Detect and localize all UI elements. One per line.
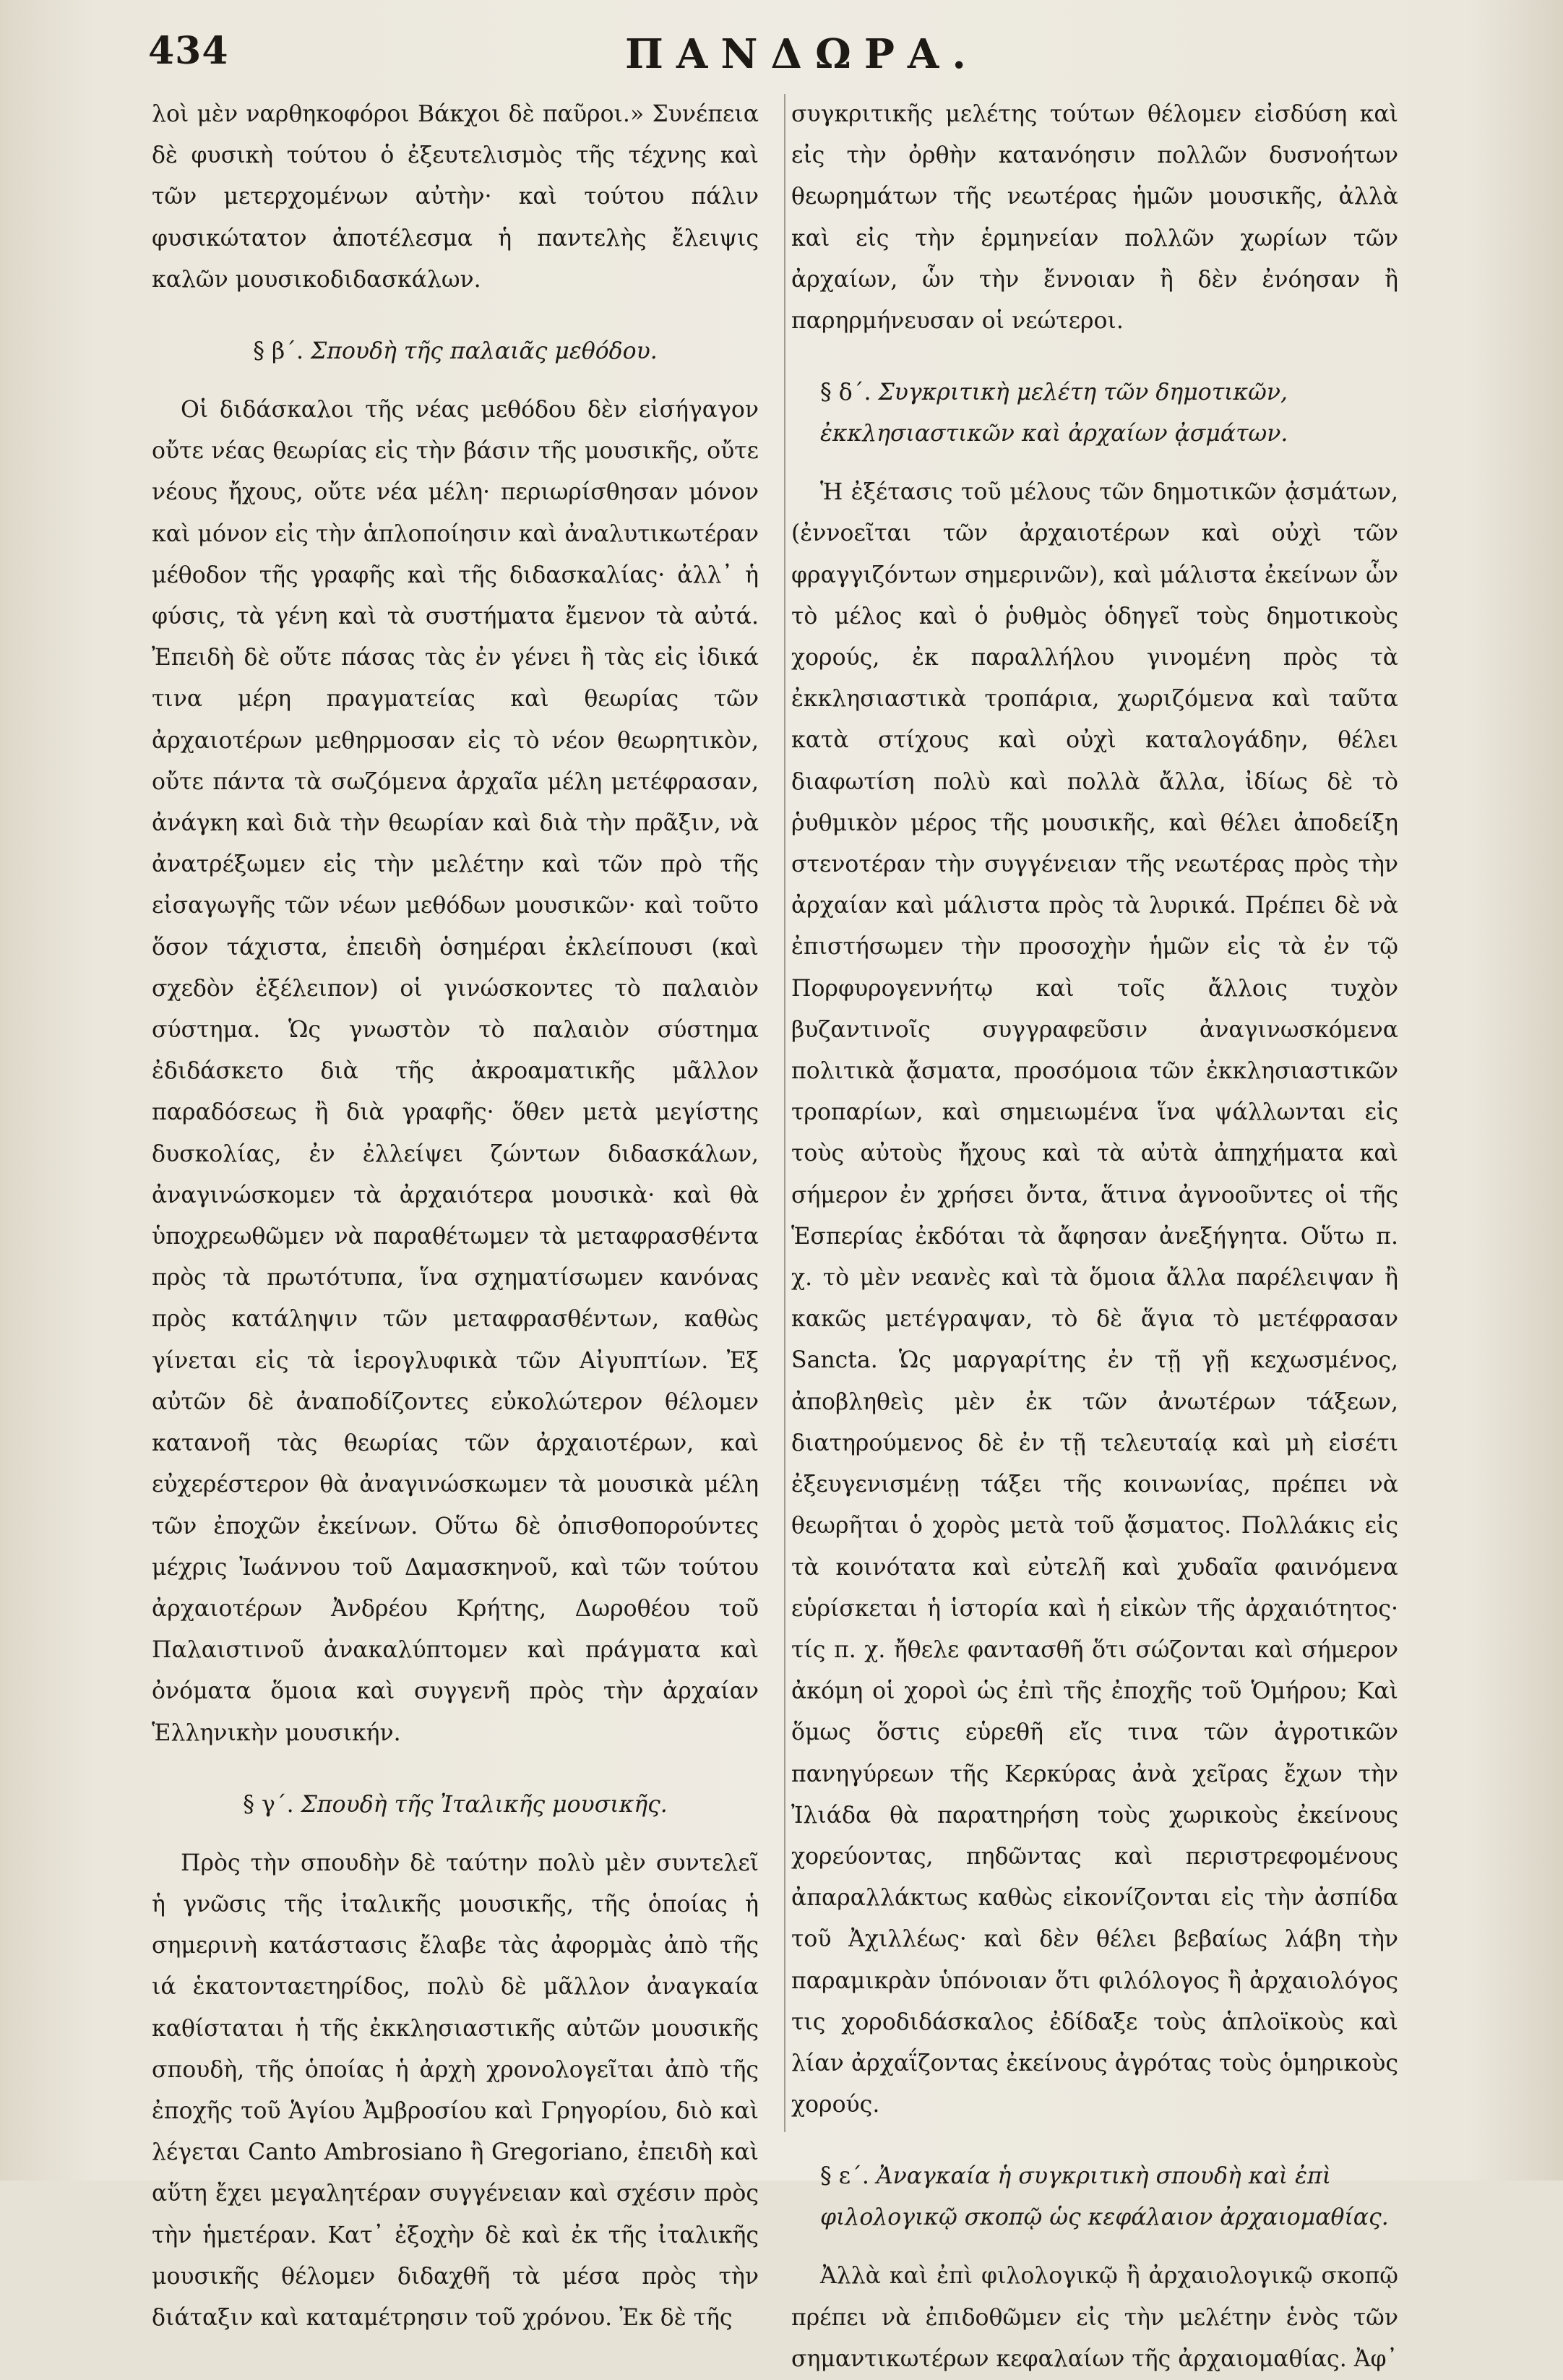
section-symbol: § γ΄.	[243, 1791, 294, 1818]
right-column	[791, 94, 1398, 2380]
section-symbol: § δ΄.	[820, 379, 871, 406]
paragraph-continued: λοὶ μὲν ναρθηκοφόροι Βάκχοι δὲ παῦροι.» Συνέπεια δὲ φυσικὴ τούτου ὁ ἐξευτελισμὸς τῆς τέχνης καὶ τῶν μετερχομένων αὐτὴν· καὶ τούτου πάλιν φυσικώτατον ἀποτέλεσμα ἡ παντελὴς ἔλειψις καλῶν μουσικοδιδασκάλων.	[152, 101, 759, 293]
section-heading-e	[791, 2156, 1398, 2238]
section-b-text: Οἱ διδάσκαλοι τῆς νέας μεθόδου δὲν εἰσήγαγον οὔτε νέας θεωρίας εἰς τὴν βάσιν τῆς μουσικῆς, οὔτε νέους ἤχους, οὔτε νέα μέλη· περιωρίσθησαν μόνον καὶ μόνον εἰς τὴν ἁπλοποίησιν καὶ ἀναλυτικωτέραν μέθοδον τῆς γραφῆς καὶ τῆς διδασκαλίας· ἀλλ᾽ ἡ φύσις, τὰ γένη καὶ τὰ συστήματα ἔμενον τὰ αὐτά. Ἐπειδὴ δὲ οὔτε πάσας τὰς ἐν γένει ἢ τὰς εἰς ἰδικά τινα μέρη πραγματείας καὶ θεωρίας τῶν ἀρχαιοτέρων μεθηρμοσαν εἰς τὸ νέον θεωρητικὸν, οὔτε πάντα τὰ σωζόμενα ἀρχαῖα μέλη μετέφρασαν, ἀνάγκη καὶ διὰ τὴν θεωρίαν καὶ διὰ τὴν πρᾶξιν, νὰ ἀνατρέξωμεν εἰς τὴν μελέτην καὶ τῶν πρὸ τῆς εἰσαγωγῆς τῶν νέων μεθόδων μουσικῶν· καὶ τοῦτο ὅσον τάχιστα, ἐπειδὴ ὁσημέραι ἐκλείπουσι (καὶ σχεδὸν ἐξέλειπον) οἱ γινώσκοντες τὸ παλαιὸν σύστημα. Ὡς γνωστὸν τὸ παλαιὸν σύστημα ἐδιδάσκετο διὰ τῆς ἀκροαματικῆς μᾶλλον παραδόσεως ἢ διὰ γραφῆς· ὅθεν μετὰ μεγίστης δυσκολίας, ἐν ἐλλείψει ζώντων διδασκάλων, ἀναγινώσκομεν τὰ ἀρχαιότερα μουσικὰ· καὶ θὰ ὑποχρεωθῶμεν νὰ παραθέτωμεν τὰ μεταφρασθέντα πρὸς τὰ πρωτότυπα, ἵνα σχηματίσωμεν κανόνας πρὸς κατάληψιν τῶν μεταφρασθέντων, καθὼς γίνεται εἰς τὰ ἱερογλυφικὰ τῶν Αἰγυπτίων. Ἐξ αὐτῶν δὲ ἀναποδίζοντες εὐκολώτερον θέλομεν κατανοῆ τὰς θεωρίας τῶν ἀρχαιοτέρων, καὶ εὐχερέστερον θὰ ἀναγινώσκωμεν τὰ μουσικὰ μέλη τῶν ἐποχῶν ἐκείνων. Οὕτω δὲ ὀπισθοπορούντες μέχρις Ἰωάννου τοῦ Δαμασκηνοῦ, καὶ τῶν τούτου ἀρχαιοτέρων Ἀνδρέου Κρήτης, Δωροθέου τοῦ Παλαιστινοῦ ἀνακαλύπτομεν καὶ πράγματα καὶ ὀνόματα ὅμοια καὶ συγγενῆ πρὸς τὴν ἀρχαίαν Ἑλληνικὴν μουσικήν.	[152, 397, 759, 1746]
left-column	[152, 94, 759, 2339]
section-symbol: § ε΄.	[820, 2163, 869, 2190]
section-d-text: Ἡ ἐξέτασις τοῦ μέλους τῶν δημοτικῶν ᾀσμάτων, (ἐννοεῖται τῶν ἀρχαιοτέρων καὶ οὐχὶ τῶν φραγγιζόντων σημερινῶν), καὶ μάλιστα ἐκείνων ὧν τὸ μέλος καὶ ὁ ῥυθμὸς ὁδηγεῖ τοὺς δημοτικοὺς χορούς, ἐκ παραλλήλου γινομένη πρὸς τὰ ἐκκλησιαστικὰ τροπάρια, χωριζόμενα καὶ ταῦτα κατὰ στίχους καὶ οὐχὶ καταλογάδην, θέλει διαφωτίση πολὺ καὶ πολλὰ ἄλλα, ἰδίως δὲ τὸ ῥυθμικὸν μέρος τῆς μουσικῆς, καὶ θέλει ἀποδείξη στενοτέραν τὴν συγγένειαν τῆς νεωτέρας πρὸς τὴν ἀρχαίαν καὶ μάλιστα πρὸς τὰ λυρικά. Πρέπει δὲ νὰ ἐπιστήσωμεν τὴν προσοχὴν ἡμῶν εἰς τὰ ἐν τῷ Πορφυρογεννήτῳ καὶ τοῖς ἄλλοις τυχὸν βυζαντινοῖς συγγραφεῦσιν ἀναγινωσκόμενα πολιτικὰ ᾄσματα, προσόμοια τῶν ἐκκλησιαστικῶν τροπαρίων, καὶ σημειωμένα ἵνα ψάλλωνται εἰς τοὺς αὐτοὺς ἤχους καὶ τὰ αὐτὰ ἀπηχήματα καὶ σήμερον ἐν χρήσει ὄντα, ἅτινα ἀγνοοῦντες οἱ τῆς Ἑσπερίας ἐκδόται τὰ ἄφησαν ἀνεξήγητα. Οὕτω π. χ. τὸ μὲν νεανὲς καὶ τὰ ὅμοια ἄλλα παρέλειψαν ἢ κακῶς μετέγραψαν, τὸ δὲ ἅγια τὸ μετέφρασαν Sancta. Ὡς μαργαρίτης ἐν τῇ γῇ κεχωσμένος, ἀποβληθεὶς μὲν ἐκ τῶν ἀνωτέρων τάξεων, διατηρούμενος δὲ ἐν τῇ τελευταίᾳ καὶ μὴ εἰσέτι ἐξευγενισμένῃ τάξει τῆς κοινωνίας, πρέπει νὰ θεωρῆται ὁ χορὸς μετὰ τοῦ ᾄσματος. Πολλάκις εἰς τὰ κοινότατα καὶ εὐτελῆ καὶ χυδαῖα φαινόμενα εὑρίσκεται ἡ ἱστορία καὶ ἡ εἰκὼν τῆς ἀρχαιότητος· τίς π. χ. ἤθελε φαντασθῆ ὅτι σώζονται καὶ σήμερον ἀκόμη οἱ χοροὶ ὡς ἐπὶ τῆς ἐποχῆς τοῦ Ὁμήρου; Καὶ ὅμως ὅστις εὑρεθῆ εἴς τινα τῶν ἀγροτικῶν πανηγύρεων τῆς Κερκύρας ἀνὰ χεῖρας ἔχων τὴν Ἰλιάδα θὰ παρατηρήση τοὺς χωρικοὺς ἐκείνους χορεύοντας, πηδῶντας καὶ περιστρεφομένους ἀπαραλλάκτως καθὼς εἰκονίζονται εἰς τὴν ἀσπίδα τοῦ Ἀχιλλέως· καὶ δὲν θέλει βεβαίως λάβη τὴν παραμικρὰν ὑπόνοιαν ὅτι φιλόλογος ἢ ἀρχαιολόγος τις χοροδιδάσκαλος ἐδίδαξε τοὺς ἁπλοϊκοὺς καὶ λίαν ἀρχαΐζοντας ἐκείνους ἀγρότας τοὺς ὁμηρικοὺς χορούς.	[791, 479, 1398, 2118]
page-header	[148, 29, 1420, 80]
section-title: Σπουδὴ τῆς Ἰταλικῆς μουσικῆς.	[301, 1791, 668, 1818]
section-heading-d	[791, 372, 1398, 455]
paragraph-continued: συγκριτικῆς μελέτης τούτων θέλομεν εἰσδύση καὶ εἰς τὴν ὀρθὴν κατανόησιν πολλῶν δυσνοήτων θεωρημάτων τῆς νεωτέρας ἡμῶν μουσικῆς, ἀλλὰ καὶ εἰς τὴν ἑρμηνείαν πολλῶν χωρίων τῶν ἀρχαίων, ὧν τὴν ἔννοιαν ἢ δὲν ἐνόησαν ἢ παρηρμήνευσαν οἱ νεώτεροι.	[791, 101, 1398, 335]
section-symbol: § β΄.	[253, 338, 303, 365]
section-e-text: Ἀλλὰ καὶ ἐπὶ φιλολογικῷ ἢ ἀρχαιολογικῷ σκοπῷ πρέπει νὰ ἐπιδοθῶμεν εἰς τὴν μελέτην ἑνὸς τῶν σημαντικωτέρων κεφαλαίων τῆς ἀρχαιομαθίας. Ἀφ᾽	[791, 2263, 1398, 2372]
section-heading-c	[152, 1784, 759, 1826]
column-divider	[784, 94, 785, 2132]
running-title: ΠΑΝΔΩΡΑ.	[625, 30, 979, 78]
page-number: 434	[148, 29, 229, 73]
section-title: Σπουδὴ τῆς παλαιᾶς μεθόδου.	[310, 338, 658, 365]
section-heading-b	[152, 331, 759, 372]
section-title: Ἀναγκαία ἡ συγκριτικὴ σπουδὴ καὶ ἐπὶ φιλολογικῷ σκοπῷ ὡς κεφάλαιον ἀρχαιομαθίας.	[820, 2163, 1389, 2231]
section-c-text: Πρὸς τὴν σπουδὴν δὲ ταύτην πολὺ μὲν συντελεῖ ἡ γνῶσις τῆς ἰταλικῆς μουσικῆς, τῆς ὁποίας ἡ σημερινὴ κατάστασις ἔλαβε τὰς ἀφορμὰς ἀπὸ τῆς ιά ἑκατονταετηρίδος, πολὺ δὲ μᾶλλον ἀναγκαία καθίσταται ἡ τῆς ἐκκλησιαστικῆς αὐτῶν μουσικῆς σπουδὴ, τῆς ὁποίας ἡ ἀρχὴ χρονολογεῖται ἀπὸ τῆς ἐποχῆς τοῦ Ἁγίου Ἀμβροσίου καὶ Γρηγορίου, διὸ καὶ λέγεται Canto Ambrosiano ἢ Gregoriano, ἐπειδὴ καὶ αὕτη ἔχει μεγαλητέραν συγγένειαν καὶ σχέσιν πρὸς τὴν ἡμετέραν. Κατ᾽ ἐξοχὴν δὲ καὶ ἐκ τῆς ἰταλικῆς μουσικῆς θέλομεν διδαχθῆ τὰ μέσα πρὸς τὴν διάταξιν καὶ καταμέτρησιν τοῦ χρόνου. Ἐκ δὲ τῆς	[152, 1850, 759, 2331]
section-title: Συγκριτικὴ μελέτη τῶν δημοτικῶν, ἐκκλησιαστικῶν καὶ ἀρχαίων ᾀσμάτων.	[820, 379, 1288, 447]
